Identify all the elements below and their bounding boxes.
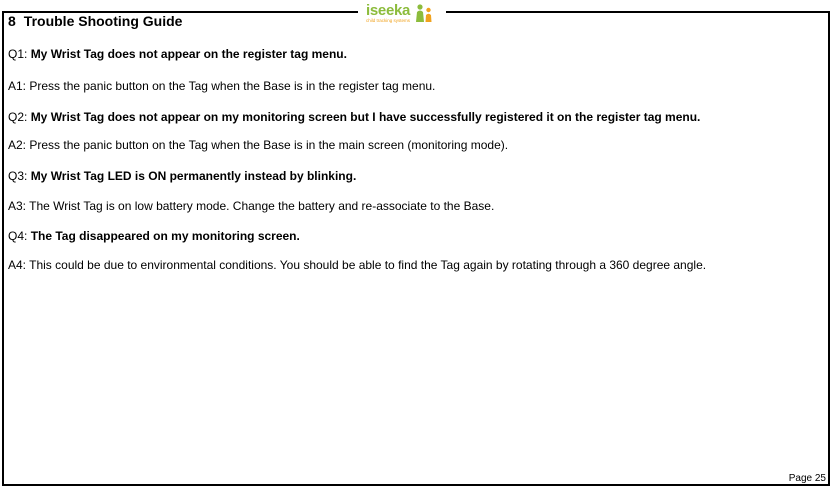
- page-number: Page 25: [788, 473, 826, 484]
- question-text: The Tag disappeared on my monitoring screen.: [30, 229, 300, 243]
- logo-text: [366, 3, 410, 24]
- answer-4: [8, 258, 706, 272]
- answer-text: Press the panic button on the Tag when the Base is in the register tag menu.: [29, 79, 436, 93]
- question-prefix: Q3:: [8, 169, 28, 183]
- question-4: [8, 229, 300, 243]
- family-icon: [413, 2, 435, 24]
- question-prefix: Q2:: [8, 110, 28, 124]
- answer-text: The Wrist Tag is on low battery mode. Change the battery and re-associate to the Base.: [29, 199, 495, 213]
- question-3: [8, 169, 356, 183]
- answer-prefix: A3:: [8, 199, 27, 213]
- question-text: My Wrist Tag does not appear on the register tag menu.: [30, 47, 347, 61]
- section-title: Trouble Shooting Guide: [23, 13, 183, 29]
- logo-name: iseeka: [366, 1, 411, 19]
- answer-prefix: A1:: [8, 79, 27, 93]
- logo-tagline: child tracking systems: [366, 17, 411, 23]
- answer-prefix: A2:: [8, 138, 27, 152]
- question-1: [8, 47, 347, 61]
- answer-text: Press the panic button on the Tag when the Base is in the main screen (monitoring mode).: [29, 138, 509, 152]
- answer-1: [8, 79, 435, 93]
- question-text: My Wrist Tag LED is ON permanently instead by blinking.: [30, 169, 357, 183]
- question-2: [8, 110, 700, 124]
- section-number: 8: [8, 13, 16, 29]
- answer-2: [8, 138, 508, 152]
- brand-logo: [358, 0, 446, 26]
- question-prefix: Q4:: [8, 229, 28, 243]
- answer-3: [8, 199, 494, 213]
- answer-prefix: A4:: [8, 258, 27, 272]
- question-prefix: Q1:: [8, 47, 28, 61]
- answer-text: This could be due to environmental conditions. You should be able to find the Tag again by rotating through a 360 degree angle.: [29, 258, 707, 272]
- question-text: My Wrist Tag does not appear on my monitoring screen but I have successfully registered it on the register tag menu.: [30, 110, 701, 124]
- section-heading: [8, 13, 182, 29]
